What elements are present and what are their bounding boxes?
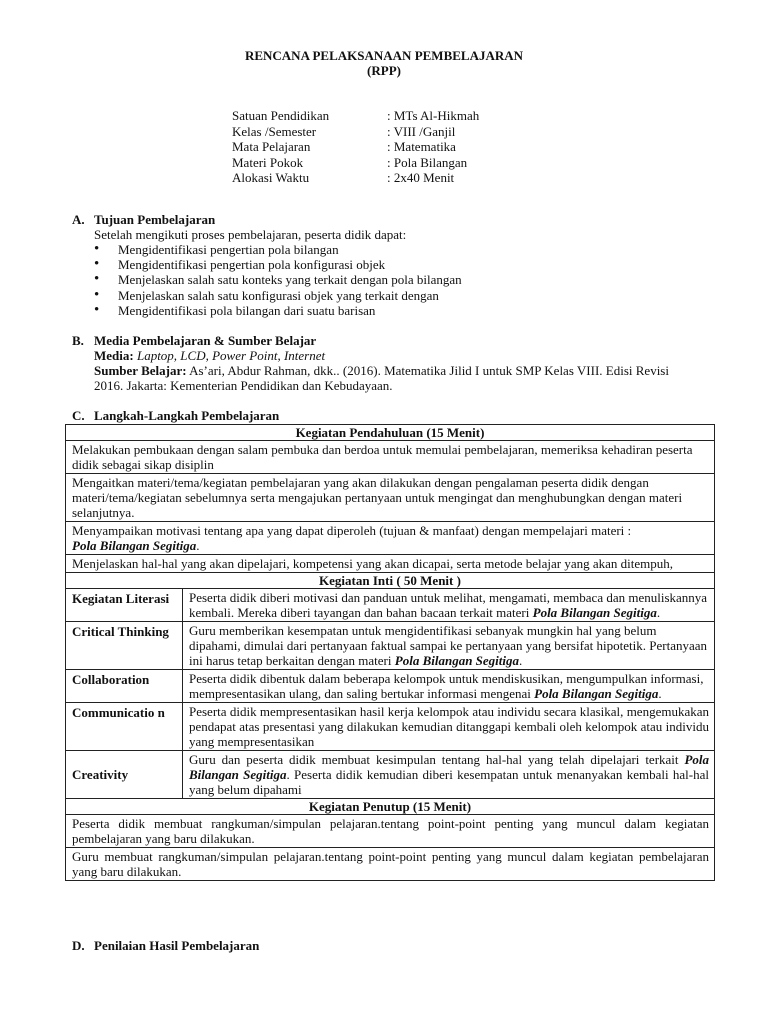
steps-table — [65, 424, 715, 881]
identity-value: : MTs Al-Hikmah — [387, 108, 480, 123]
activity-text: . Peserta didik kemudian diberi kesempatan untuk menanyakan kembali hal-hal yang belum dipahami — [189, 767, 709, 797]
table-row — [66, 474, 715, 522]
activity-text: Guru dan peserta didik membuat kesimpulan tentang hal-hal yang telah dipelajari terkait — [189, 752, 679, 767]
document-subtitle: (RPP) — [367, 63, 401, 78]
table-row — [66, 425, 715, 441]
topic-name: Pola Bilangan Segitiga — [532, 605, 657, 620]
identity-value: : VIII /Ganjil — [387, 123, 456, 139]
identity-label: Satuan Pendidikan — [232, 108, 330, 123]
identity-row — [232, 124, 652, 140]
activity-description — [183, 589, 715, 622]
section-b-body — [94, 348, 694, 393]
activity-text: Guru memberikan kesempatan untuk mengidentifikasi sebanyak mungkin hal yang belum dipahami, dimulai dari pertanyaan faktual sampai ke pertanyaan yang bersifat hipotetik. Pertanyaan ini harus tetap berkaitan dengan materi — [189, 623, 708, 668]
identity-row — [232, 170, 652, 186]
identity-label: Materi Pokok — [232, 154, 304, 170]
table-cell: Peserta didik membuat rangkuman/simpulan pelajaran.tentang point-point penting yang muncul dalam kegiatan pembelajaran yang baru dilakukan. — [66, 815, 715, 848]
identity-label: Mata Pelajaran — [232, 139, 311, 154]
section-letter: A. — [72, 212, 85, 227]
activity-label: Critical Thinking — [66, 622, 183, 670]
closing-phase-header: Kegiatan Penutup (15 Menit) — [66, 799, 715, 815]
table-row — [66, 441, 715, 474]
table-row — [66, 815, 715, 848]
identity-value: : Pola Bilangan — [387, 154, 468, 170]
table-cell — [66, 522, 715, 555]
media-label: Media: — [94, 348, 134, 363]
source-label: Sumber Belajar: — [94, 363, 187, 378]
activity-label: Communicatio n — [66, 703, 183, 751]
objective-list — [94, 242, 704, 318]
topic-name: Pola Bilangan Segitiga — [189, 752, 710, 782]
section-title: Penilaian Hasil Pembelajaran — [94, 938, 260, 953]
section-title: Langkah-Langkah Pembelajaran — [94, 408, 280, 423]
media-value: Laptop, LCD, Power Point, Internet — [136, 348, 326, 363]
table-row — [66, 622, 715, 670]
identity-block — [232, 108, 652, 186]
topic-name: Pola Bilangan Segitiga — [534, 686, 659, 701]
activity-description — [183, 751, 715, 799]
activity-label: Collaboration — [66, 670, 183, 703]
table-row — [66, 703, 715, 751]
identity-value: : 2x40 Menit — [387, 170, 455, 185]
punctuation: . — [658, 686, 662, 701]
section-letter: C. — [72, 408, 85, 423]
source-value: As’ari, Abdur Rahman, dkk.. (2016). Matematika Jilid I untuk SMP Kelas VIII. Edisi Revisi 2016. Jakarta: Kementerian Pendidikan dan Kebudayaan. — [94, 363, 669, 393]
table-row — [66, 573, 715, 589]
activity-description — [183, 622, 715, 670]
list-item: • Menjelaskan salah satu konteks yang terkait dengan pola bilangan — [94, 272, 704, 287]
table-row — [66, 670, 715, 703]
section-letter: D. — [72, 938, 85, 953]
topic-name: Pola Bilangan Segitiga — [394, 653, 520, 668]
table-row — [66, 589, 715, 622]
section-b-heading — [72, 333, 316, 348]
table-cell: Mengaitkan materi/tema/kegiatan pembelajaran yang akan dilakukan dengan pengalaman peserta didik dengan materi/tema/kegiatan sebelumnya serta mengajukan pertanyaan untuk mengingat dan menghubungkan dengan materi selanjutnya. — [66, 474, 715, 522]
identity-label: Kelas /Semester — [232, 123, 317, 139]
table-row — [66, 522, 715, 555]
table-row — [66, 799, 715, 815]
section-title: Media Pembelajaran & Sumber Belajar — [94, 333, 317, 348]
table-cell: Melakukan pembukaan dengan salam pembuka dan berdoa untuk memulai pembelajaran, memeriksa kehadiran peserta didik sebagai sikap disiplin — [66, 441, 715, 474]
document-title: RENCANA PELAKSANAAN PEMBELAJARAN — [244, 48, 524, 63]
activity-text: Peserta didik dibentuk dalam beberapa kelompok untuk mendiskusikan, mengumpulkan informasi, mempresentasikan ulang, dan saling bertukar informasi mengenai — [189, 671, 704, 701]
topic-name: Pola Bilangan Segitiga — [72, 538, 197, 553]
section-c-heading — [72, 408, 279, 423]
list-item: • Menjelaskan salah satu konfigurasi objek yang terkait dengan — [94, 288, 704, 303]
source-line — [94, 363, 694, 393]
motivation-text: Menyampaikan motivasi tentang apa yang dapat diperoleh (tujuan & manfaat) dengan mempelajari materi : — [72, 523, 632, 538]
identity-row — [232, 139, 652, 155]
identity-row — [232, 108, 652, 124]
section-a-body — [94, 227, 704, 318]
activity-label: Kegiatan Literasi — [66, 589, 183, 622]
identity-label: Alokasi Waktu — [232, 170, 310, 185]
section-d-heading — [72, 938, 259, 953]
table-row — [66, 751, 715, 799]
table-cell: Guru membuat rangkuman/simpulan pelajaran.tentang point-point penting yang muncul dalam kegiatan pembelajaran yang baru dilakukan. — [66, 848, 715, 881]
table-cell: Menjelaskan hal-hal yang akan dipelajari, kompetensi yang akan dicapai, serta metode belajar yang akan ditempuh, — [66, 555, 715, 573]
section-letter: B. — [72, 333, 84, 348]
punctuation: . — [519, 653, 523, 668]
activity-description: Peserta didik mempresentasikan hasil kerja kelompok atau individu secara klasikal, mengemukakan pendapat atas presentasi yang dilakukan kemudian ditanggapi kembali oleh kelompok atau individu yang mempresentasikan — [183, 703, 715, 751]
core-phase-header: Kegiatan Inti ( 50 Menit ) — [66, 573, 715, 589]
section-a-intro: Setelah mengikuti proses pembelajaran, peserta didik dapat: — [94, 227, 407, 242]
list-item: • Mengidentifikasi pola bilangan dari suatu barisan — [94, 303, 704, 318]
activity-label: Creativity — [66, 751, 183, 799]
intro-phase-header: Kegiatan Pendahuluan (15 Menit) — [66, 425, 715, 441]
section-title: Tujuan Pembelajaran — [94, 212, 216, 227]
identity-value: : Matematika — [387, 139, 456, 154]
punctuation: . — [656, 605, 661, 620]
list-item: • Mengidentifikasi pengertian pola konfigurasi objek — [94, 257, 704, 272]
media-line — [94, 348, 694, 363]
activity-description — [183, 670, 715, 703]
list-item: • Mengidentifikasi pengertian pola bilangan — [94, 242, 704, 257]
punctuation: . — [196, 538, 200, 553]
identity-row — [232, 155, 652, 171]
activity-text: Peserta didik diberi motivasi dan panduan untuk melihat, mengamati, membaca dan menuliskannya kembali. Mereka diberi tayangan dan bahan bacaan terkait materi — [189, 590, 708, 620]
section-a-heading — [72, 212, 215, 227]
table-row — [66, 555, 715, 573]
table-row — [66, 848, 715, 881]
